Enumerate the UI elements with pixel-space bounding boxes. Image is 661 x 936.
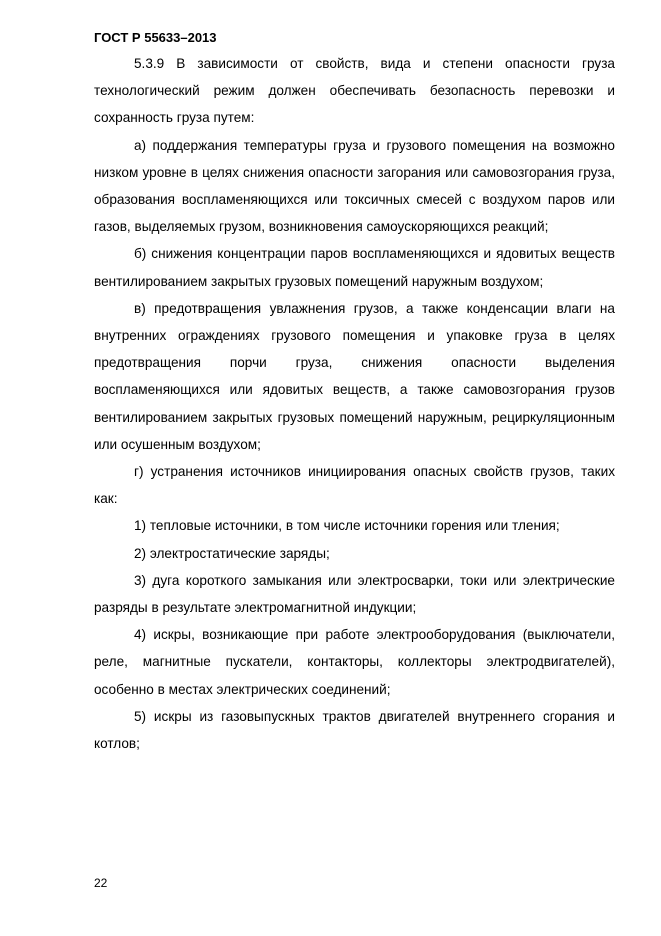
list-item-4: 4) искры, возникающие при работе электрооборудования (выключатели, реле, магнитные пускатели, контакторы, коллекторы электродвигателей), особенно в местах электрических соединений; xyxy=(94,627,615,697)
document-body xyxy=(94,50,615,757)
paragraph-item-v: в) предотвращения увлажнения грузов, а также конденсации влаги на внутренних ограждениях грузового помещения и упаковке груза в целях предотвращения порчи груза, снижения опасности выделения воспламеняющихся или ядовитых веществ, а также самовозгорания грузов вентилированием закрытых грузовых помещений наружным, рециркуляционным или осушенным воздухом; xyxy=(94,300,615,452)
paragraph-5-3-9: 5.3.9 В зависимости от свойств, вида и степени опасности груза технологический режим должен обеспечивать безопасность перевозки и сохранность груза путем: xyxy=(94,56,615,126)
document-header: ГОСТ Р 55633–2013 xyxy=(94,30,217,45)
paragraph-item-g: г) устранения источников инициирования опасных свойств грузов, таких как: xyxy=(94,464,615,507)
list-item-1: 1) тепловые источники, в том числе источники горения или тления; xyxy=(134,518,560,534)
paragraph-item-a: а) поддержания температуры груза и грузового помещения на возможно низком уровне в целях снижения опасности загорания или самовозгорания груза, образования воспламеняющихся или токсичных смесей с воздухом паров или газов, выделяемых грузом, возникновения самоускоряющихся реакций; xyxy=(94,137,615,235)
paragraph-item-b: б) снижения концентрации паров воспламеняющихся и ядовитых веществ вентилированием закрытых грузовых помещений наружным воздухом; xyxy=(94,246,615,289)
page-number: 22 xyxy=(94,876,108,890)
list-item-5: 5) искры из газовыпускных трактов двигателей внутреннего сгорания и котлов; xyxy=(94,708,615,752)
list-item-3: 3) дуга короткого замыкания или электросварки, токи или электрические разряды в результате электромагнитной индукции; xyxy=(94,572,615,616)
list-item-2: 2) электростатические заряды; xyxy=(134,545,330,561)
